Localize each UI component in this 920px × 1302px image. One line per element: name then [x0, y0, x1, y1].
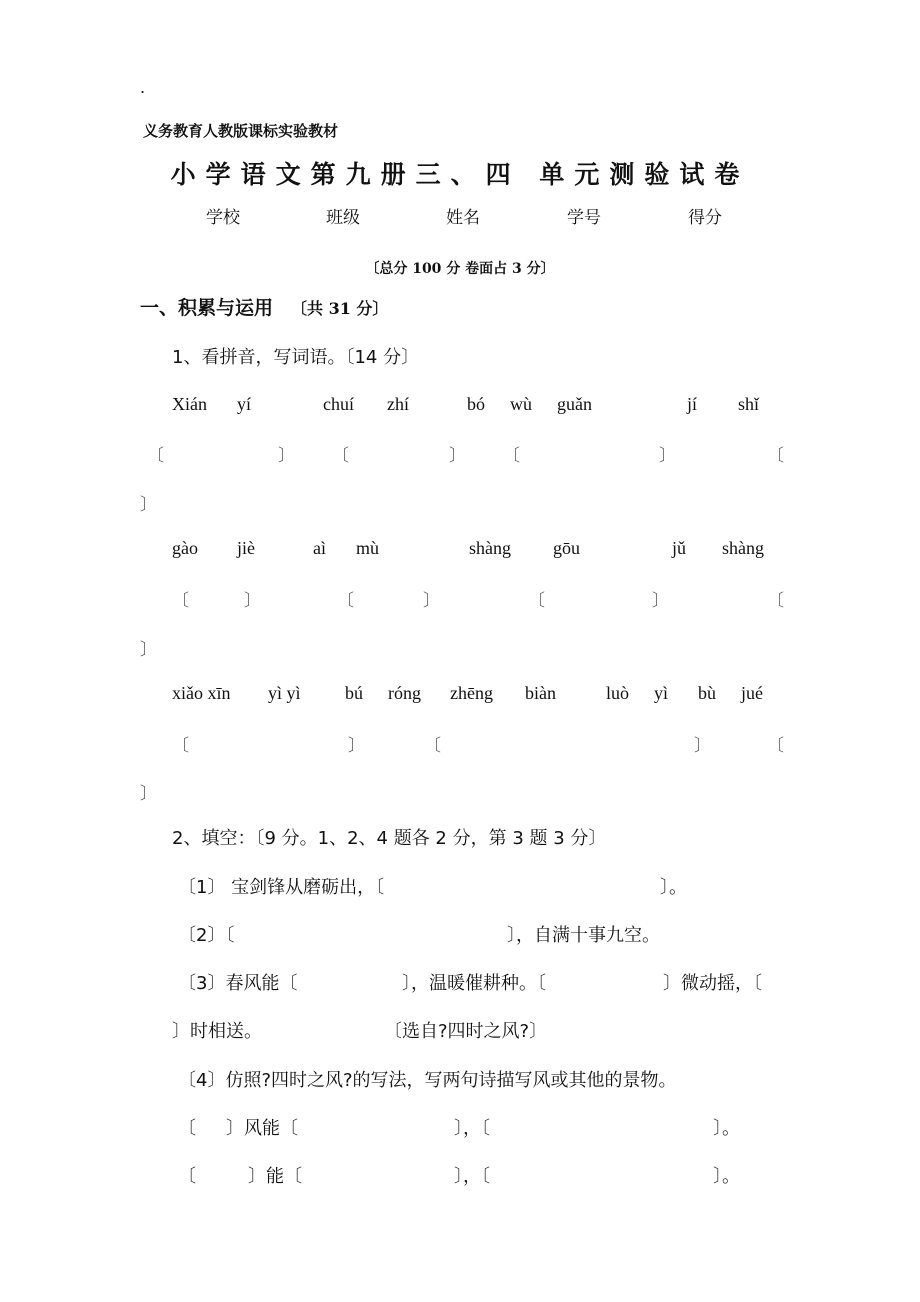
- question-1-prompt: 1、看拼音，写词语。〔14 分〕: [172, 347, 420, 368]
- fill-line-6-c: 〕，〔: [454, 1166, 490, 1187]
- question-2-prompt: 2、填空：〔9 分。1、2、4 题各 2 分，第 3 题 3 分〕: [172, 828, 607, 849]
- pinyin: luò: [606, 683, 630, 703]
- blank-open: 〔: [147, 446, 164, 466]
- pinyin: gào: [172, 538, 198, 558]
- info-class: 班级: [326, 208, 360, 228]
- fill-line-2-end: 〕，自满十事九空。: [507, 925, 660, 946]
- fill-line-3-end: 〕微动摇，〔: [663, 973, 762, 994]
- pinyin: shàng: [469, 538, 511, 558]
- fill-line-3-start: 〔3〕春风能〔: [178, 973, 298, 994]
- fill-line-3b-source: 〔选自?四时之风?〕: [384, 1021, 548, 1042]
- blank-close: 〕: [244, 591, 261, 611]
- fill-line-5-b: 〕风能〔: [226, 1118, 298, 1139]
- blank-close: 〕: [449, 446, 466, 466]
- blank-close: 〕: [278, 446, 295, 466]
- page-title: 小学语文第九册三、四 单元测验试卷: [170, 160, 750, 189]
- blank-open: 〔: [528, 591, 545, 611]
- blank-close: 〕: [652, 591, 669, 611]
- score-note: 〔总分 100 分 卷面占 3 分〕: [365, 261, 555, 277]
- blank-open: 〔: [503, 446, 520, 466]
- pinyin: zhēng: [450, 683, 493, 703]
- fill-line-1-start: 〔1〕 宝剑锋从磨砺出，〔: [178, 877, 385, 898]
- blank-close: 〕: [140, 640, 157, 660]
- blank-close: 〕: [140, 495, 157, 515]
- pinyin: yí: [237, 394, 252, 414]
- pinyin: xiǎo xīn: [172, 683, 231, 703]
- pinyin: shàng: [722, 538, 764, 558]
- pinyin: yì: [654, 683, 669, 703]
- page-dot: .: [140, 78, 146, 97]
- blank-open: 〔: [767, 446, 784, 466]
- blank-open: 〔: [172, 591, 189, 611]
- pinyin: Xián: [172, 394, 207, 414]
- fill-line-6-b: 〕能〔: [248, 1166, 302, 1187]
- pinyin: jǔ: [672, 538, 687, 558]
- blank-close: 〕: [659, 446, 676, 466]
- info-school: 学校: [206, 208, 240, 228]
- pinyin: gōu: [553, 538, 580, 558]
- pinyin: mù: [356, 538, 380, 558]
- pinyin: bù: [698, 683, 716, 703]
- pinyin: zhí: [387, 394, 409, 414]
- fill-line-3-middle: 〕，温暖催耕种。〔: [402, 973, 546, 994]
- pinyin: shǐ: [738, 394, 760, 414]
- textbook-series: 义务教育人教版课标实验教材: [143, 122, 339, 140]
- section-title: 一、积累与运用: [140, 297, 274, 319]
- pinyin: bó: [467, 394, 485, 414]
- section-points: 〔共 31 分〕: [291, 299, 389, 318]
- blank-close: 〕: [423, 591, 440, 611]
- pinyin: jué: [741, 683, 763, 703]
- fill-line-6-a: 〔: [178, 1166, 196, 1187]
- blank-open: 〔: [767, 591, 784, 611]
- info-student-id: 学号: [567, 208, 601, 228]
- fill-line-6-d: 〕。: [713, 1166, 740, 1187]
- fill-line-5-d: 〕。: [713, 1118, 740, 1139]
- fill-line-2-start: 〔2〕〔: [178, 925, 235, 946]
- blank-open: 〔: [337, 591, 354, 611]
- blank-close: 〕: [140, 784, 157, 804]
- blank-close: 〕: [694, 736, 711, 756]
- blank-open: 〔: [424, 736, 441, 756]
- blank-open: 〔: [767, 736, 784, 756]
- fill-line-4: 〔4〕仿照?四时之风?的写法，写两句诗描写风或其他的景物。: [178, 1070, 677, 1091]
- section-heading: [140, 293, 388, 320]
- pinyin: guǎn: [557, 394, 592, 414]
- pinyin: biàn: [525, 683, 556, 703]
- blank-open: 〔: [172, 736, 189, 756]
- pinyin: róng: [388, 683, 421, 703]
- blank-open: 〔: [332, 446, 349, 466]
- fill-line-5-a: 〔: [178, 1118, 196, 1139]
- pinyin: aì: [313, 538, 326, 558]
- info-score: 得分: [688, 208, 722, 228]
- fill-line-5-c: 〕，〔: [454, 1118, 490, 1139]
- pinyin: jí: [687, 394, 698, 414]
- pinyin: yì yì: [268, 683, 301, 703]
- pinyin: bú: [345, 683, 363, 703]
- fill-line-1-end: 〕。: [660, 877, 687, 898]
- info-name: 姓名: [446, 208, 480, 228]
- pinyin: wù: [510, 394, 532, 414]
- fill-line-3b-start: 〕时相送。: [172, 1021, 262, 1042]
- pinyin: jiè: [237, 538, 255, 558]
- pinyin: chuí: [323, 394, 354, 414]
- blank-close: 〕: [348, 736, 365, 756]
